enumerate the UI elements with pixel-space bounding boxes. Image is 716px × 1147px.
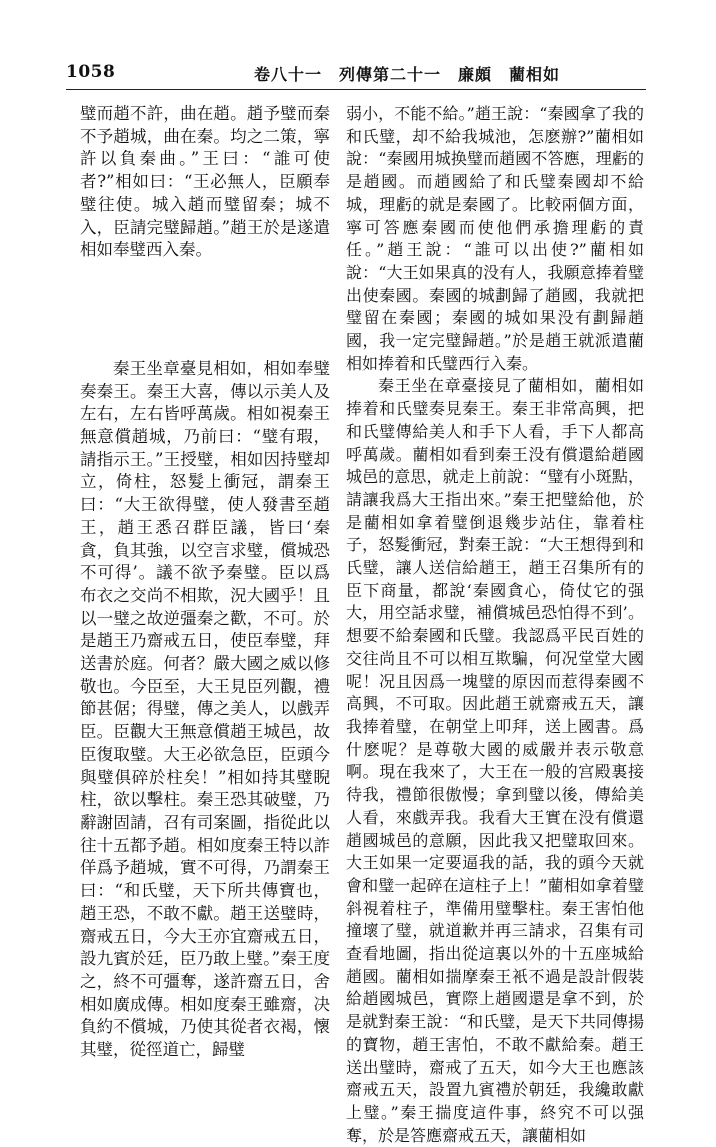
classical-paragraph-2: 秦王坐章臺見相如，相如奉璧奏秦王。秦王大喜，傳以示美人及左右，左右皆呼萬歲。相如視秦王無意償趙城，乃前曰：“璧有瑕，請指示王。”王授璧，相如因持璧却立，倚柱，怒髮上衝冠，謂秦王曰：“大王欲得璧，使人發書至趙王，趙王悉召群臣議，皆曰‘秦貪，負其強，以空言求璧，償城恐不可得’。議不欲予秦璧。臣以爲布衣之交尚不相欺，況大國乎！且以一璧之故逆彊秦之歡，不可。於是趙王乃齋戒五日，使臣奉璧，拜送書於庭。何者？嚴大國之威以修敬也。今臣至，大王見臣列觀，禮節甚倨；得璧，傳之美人，以戲弄臣。臣觀大王無意償趙王城邑，故臣復取璧。大王必欲急臣，臣頭今與璧俱碎於柱矣！”相如持其璧睨柱，欲以擊柱。秦王恐其破璧，乃辭謝固請，召有司案圖，指從此以往十五都予趙。相如度秦王特以詐佯爲予趙城，實不可得，乃謂秦王曰：“和氏璧，天下所共傳寶也，趙王恐，不敢不獻。趙王送璧時，齋戒五日，今大王亦宜齋戒五日，設九賓於廷，臣乃敢上璧。”秦王度之，終不可彊奪，遂許齋五日，舍相如廣成傳。相如度秦王雖齋，决負約不償城，乃使其從者衣褐，懷其璧，從徑道亡，歸璧 xyxy=(80,358,330,1060)
translation-paragraph-1: 弱小，不能不給。”趙王說：“秦國拿了我的和氏璧，却不給我城池，怎麽辦?”藺相如說：“秦國用城换璧而趙國不答應，理虧的是趙國。而趙國給了和氏璧秦國却不給城，理虧的就是秦國了。比較兩個方面，寧可答應秦國而使他們承擔理虧的責任。”趙王說：“誰可以出使?”藺相如說：“大王如果真的没有人，我願意捧着璧出使秦國。秦國的城劃歸了趙國，我就把璧留在秦國；秦國的城如果没有劃歸趙國，我一定完璧歸趙。”於是趙王就派遣藺相如捧着和氏璧西行入秦。 xyxy=(346,104,644,373)
translation-paragraph-2: 秦王坐在章臺接見了藺相如，藺相如捧着和氏璧奏見秦王。秦王非常高興，把和氏璧傳給美人和手下人看，手下人都高呼萬歲。藺相如看到秦王没有償還給趙國城邑的意思，就走上前說：“璧有小斑點，請讓我爲大王指出來。”秦王把璧給他，於是藺相如拿着璧倒退幾步站住，靠着柱子，怒髮衝冠，對秦王說：“大王想得到和氏璧，讓人送信給趙王，趙王召集所有的臣下商量，都說‘秦國貪心，倚仗它的强大，用空話求璧，補償城邑恐怕得不到’。想要不給秦國和氏璧。我認爲平民百姓的交往尚且不可以相互欺騙，何况堂堂大國呢！况且因爲一塊璧的原因而惹得秦國不高興，不可取。因此趙王就齋戒五天，讓我捧着璧，在朝堂上叩拜，送上國書。爲什麽呢？是尊敬大國的威嚴并表示敬意啊。現在我來了，大王在一般的宫殿裏接待我，禮節很傲慢；拿到璧以後，傳給美人看，來戲弄我。我看大王實在没有償還趙國城邑的意願，因此我又把璧取回來。大王如果一定要逼我的話，我的頭今天就會和璧一起碎在這柱子上！”藺相如拿着璧斜視着柱子，準備用璧擊柱。秦王害怕他撞壞了璧，就道歉并再三請求，召集有司查看地圖，指出從這裏以外的十五座城給趙國。藺相如揣摩秦王衹不過是設計假裝給趙國城邑，實際上趙國還是拿不到，於是就對秦王說：“和氏璧，是天下共同傳揚的寶物，趙王害怕，不敢不獻給秦。趙王送出璧時，齋戒了五天，如今大王也應該齋戒五天，設置九賓禮於朝廷，我纔敢獻上璧。”秦王揣度這件事，終究不可以强奪，於是答應齋戒五天，讓藺相如 xyxy=(346,376,644,1145)
modern-translation-column xyxy=(346,103,644,1145)
classical-paragraph-1: 璧而趙不許，曲在趙。趙予璧而秦不予趙城，曲在秦。均之二策，寧許以負秦曲。”王曰：“誰可使者?”相如曰：“王必無人，臣願奉璧往使。城入趙而璧留秦；城不入，臣請完璧歸趙。”趙王於是遂遣相如奉璧西入秦。 xyxy=(80,104,330,260)
page-number: 1058 xyxy=(66,62,116,82)
header-rule xyxy=(66,89,646,90)
running-head: 卷八十一 列傳第二十一 廉頗 藺相如 xyxy=(254,65,561,84)
classical-text-column xyxy=(80,103,330,1060)
